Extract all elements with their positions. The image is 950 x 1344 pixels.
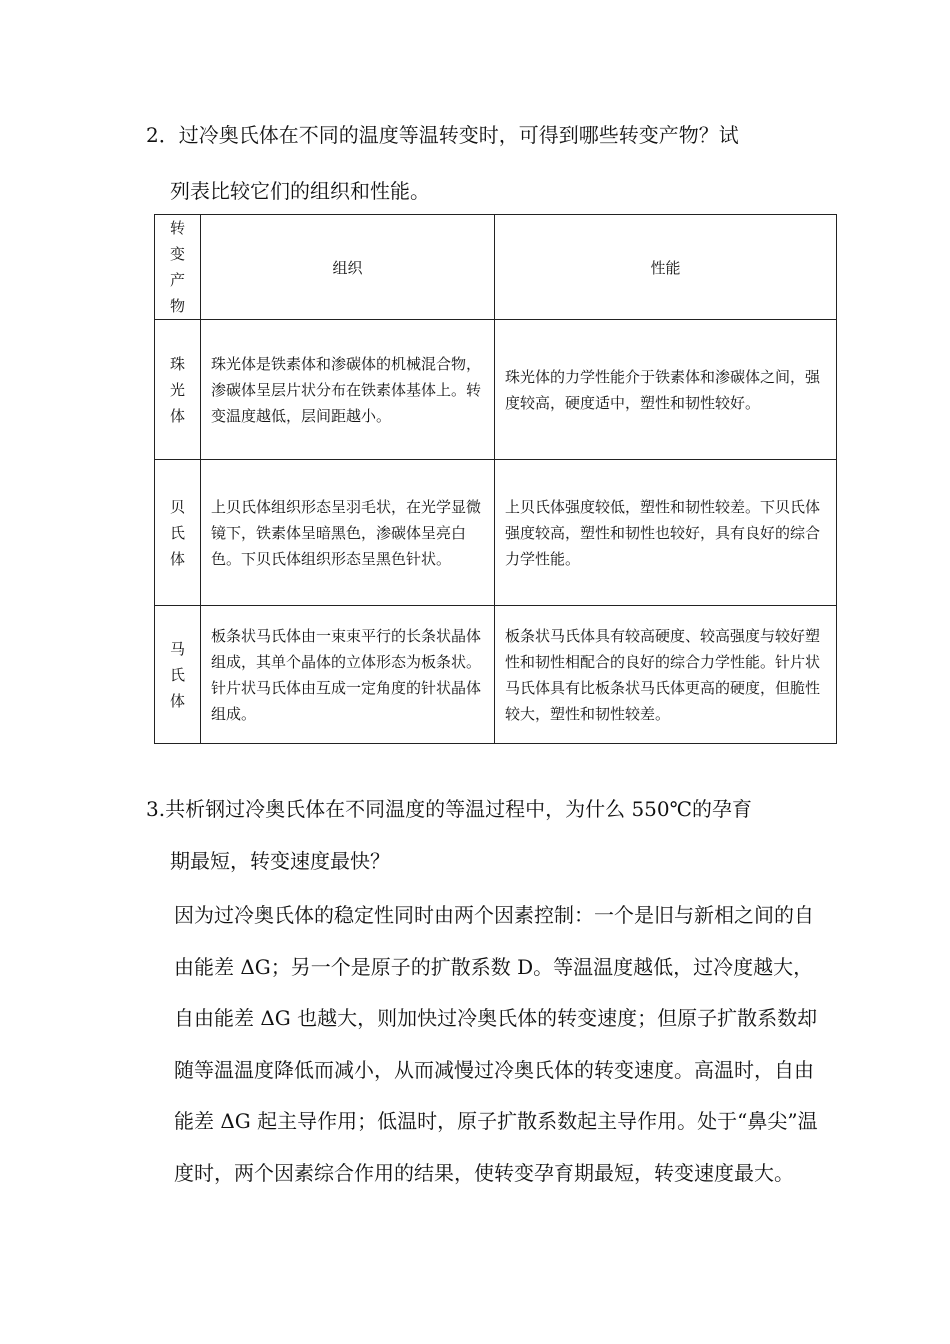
row-structure: 板条状马氏体由一束束平行的长条状晶体组成，其单个晶体的立体形态为板条状。针片状马氏体由互成一定角度的针状晶体组成。 [201,606,495,744]
row-product-name: 马氏体 [155,606,201,744]
table-row [155,460,837,606]
row-properties: 板条状马氏体具有较高硬度、较高强度与较好塑性和韧性相配合的良好的综合力学性能。针片状马氏体具有比板条状马氏体更高的硬度，但脆性较大，塑性和韧性较差。 [495,606,837,744]
comparison-table [154,214,837,744]
row-structure: 珠光体是铁素体和渗碳体的机械混合物，渗碳体呈层片状分布在铁素体基体上。转变温度越低，层间距越小。 [201,320,495,460]
row-structure: 上贝氏体组织形态呈羽毛状，在光学显微镜下，铁素体呈暗黑色，渗碳体呈亮白色。下贝氏体组织形态呈黑色针状。 [201,460,495,606]
table-header-row [155,215,837,320]
row-properties: 上贝氏体强度较低，塑性和韧性较差。下贝氏体强度较高，塑性和韧性也较好，具有良好的综合力学性能。 [495,460,837,606]
question-3-line-2: 期最短，转变速度最快？ [170,849,390,873]
question-3 [146,790,826,1199]
header-properties: 性能 [495,215,837,320]
row-properties: 珠光体的力学性能介于铁素体和渗碳体之间，强度较高，硬度适中，塑性和韧性较好。 [495,320,837,460]
table-row [155,606,837,744]
question-3-answer: 因为过冷奥氏体的稳定性同时由两个因素控制：一个是旧与新相之间的自由能差 ΔG；另一个是原子的扩散系数 D。等温温度越低，过冷度越大，自由能差 ΔG 也越大，则加快过冷奥氏体的转变速度；但原子扩散系数却随等温温度降低而减小，从而减慢过冷奥氏体的转变速度。高温时，自由能差 ΔG 起主导作用；低温时，原子扩散系数起主导作用。处于“鼻尖”温度时，两个因素综合作用的结果，使转变孕育期最短，转变速度最大。 [174,903,818,1185]
row-product-name: 珠光体 [155,320,201,460]
question-2-line-2: 列表比较它们的组织和性能。 [170,179,430,203]
row-product-name: 贝氏体 [155,460,201,606]
table-row [155,320,837,460]
question-3-line-1: 3.共析钢过冷奥氏体在不同温度的等温过程中，为什么 550℃的孕育 [146,797,752,821]
question-2 [146,116,826,210]
question-2-line-1: 2．过冷奥氏体在不同的温度等温转变时，可得到哪些转变产物？试 [146,123,739,147]
header-structure: 组织 [201,215,495,320]
header-product: 转变产物 [155,215,201,320]
